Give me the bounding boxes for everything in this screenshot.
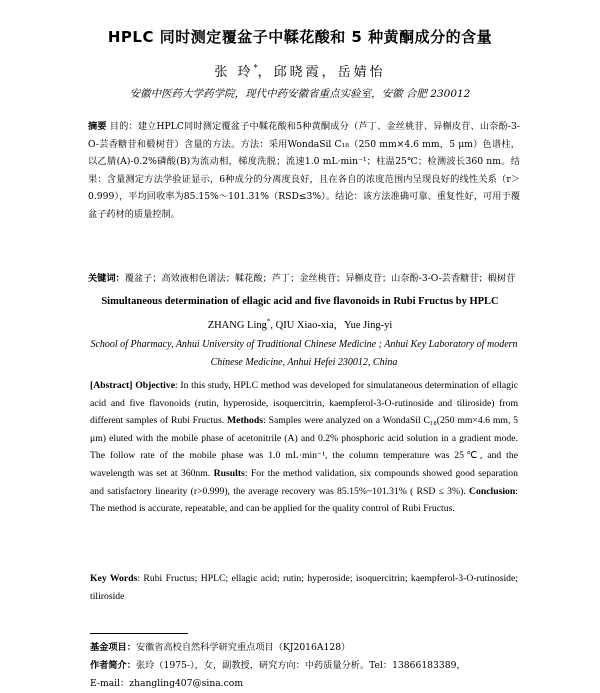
english-abstract-label: [Abstract] Objective	[90, 380, 176, 391]
footnote-divider	[90, 633, 188, 634]
english-affiliation: School of Pharmacy, Anhui University of Traditional Chinese Medicine ; Anhui Key Laboratory of modern Chinese Medicine, Anhui Hefei 230012, China	[90, 339, 518, 368]
english-keywords-label: Key Words	[90, 573, 138, 584]
fund-label: 基金项目：	[90, 642, 136, 653]
author-bio-text: 张玲（1975-），女，副教授，研究方向：中药质量分析。Tel：13866183389，	[135, 660, 466, 671]
english-other-authors: , QIU Xiao-xia，Yue Jing-yi	[270, 320, 393, 331]
english-objective-text: : In this study, HPLC method was developed for simulataneous determination of ellagic acid and five flavonoids (rutin, hyperoside, isoquercitrin, kaempferol-3-O-rutinoside and tiliroside) from different samples of Rubi Fructus.	[90, 380, 518, 427]
footnote-author	[90, 657, 530, 675]
corresponding-mark: *	[253, 63, 258, 73]
chinese-keywords-label: 关键词：	[88, 273, 125, 284]
chinese-abstract-label: 摘要	[88, 121, 107, 132]
footnote-fund	[90, 639, 530, 657]
english-title: Simultaneous determination of ellagic acid and five flavonoids in Rubi Fructus by HPLC	[101, 296, 499, 307]
english-methods-label: Methods	[227, 415, 264, 427]
chinese-authors	[0, 61, 600, 80]
english-results-text: : For the method validation, six compounds showed good separation and satisfactory linearity (r>0.999), the average recovery was 85.15%~101.31% ( RSD ≤ 3%).	[90, 467, 518, 497]
english-corresponding-mark: *	[266, 317, 271, 326]
chinese-abstract	[88, 118, 520, 223]
chinese-affiliation: 安徽中医药大学药学院，现代中药安徽省重点实验室，安徽 合肥 230012	[129, 88, 471, 100]
footnote-email: E-mail：zhangling407@sina.com	[90, 678, 244, 689]
chinese-title: HPLC 同时测定覆盆子中鞣花酸和 5 种黄酮成分的含量	[107, 28, 493, 46]
english-keywords	[90, 570, 518, 605]
chinese-abstract-text: 目的：建立HPLC同时测定覆盆子中鞣花酸和5种黄酮成分（芦丁、金丝桃苷、异槲皮苷、山奈酚-3-O-芸香糖苷和椴树苷）含量的方法。方法：采用WondaSil C₁₈（250 mm×4.6 mm，5 μm）色谱柱，以乙腈(A)-0.2%磷酸(B)为流动相，梯度洗脱；流速1.0 mL·min⁻¹；柱温25℃；检测波长360 nm。结果：含量测定方法学验证显示，6种成分的分离度良好，且在各自的浓度范围内呈现良好的线性关系（r＞0.999），平均回收率为85.15%～101.31%（RSD≤3%）。结论：该方法准确可靠、重复性好，可用于覆盆子药材的质量控制。	[88, 121, 520, 220]
chinese-keywords	[88, 270, 520, 288]
chinese-keywords-text: 覆盆子；高效液相色谱法；鞣花酸；芦丁；金丝桃苷；异槲皮苷；山奈酚-3-O-芸香糖苷；椴树苷	[124, 273, 516, 284]
english-first-author: ZHANG Ling	[207, 320, 267, 331]
chinese-first-author: 张 玲	[214, 65, 254, 80]
english-keywords-text: : Rubi Fructus; HPLC; ellagic acid; rutin; hyperoside; isoquercitrin; kaempferol-3-O-rutinoside; tiliroside	[90, 573, 518, 602]
english-conclusion-label: Conclusion	[468, 485, 516, 497]
english-results-label: Rusults	[213, 467, 245, 479]
chinese-other-authors: ，邱晓霞，岳婧怡	[257, 65, 386, 80]
english-methods-text: : Samples were analyzed on a WondaSil C₁₈(250 mm×4.6 mm, 5 μm) eluted with the mobile phase of acetonitrile (A) and 0.2% phosphoric acid solution in a gradient mode. The follow rate of the mobile phase was 1.0 mL·min⁻¹, the column temperature was 25℃, and the wavelength was set at 360nm.	[90, 415, 518, 479]
english-conclusion-text: : The method is accurate, repeatable, and can be applied for the quality control of Rubi Fructus.	[90, 485, 518, 515]
fund-text: 安徽省高校自然科学研究重点项目（KJ2016A128）	[135, 642, 351, 653]
author-bio-label: 作者简介：	[90, 660, 136, 671]
english-abstract	[90, 377, 518, 518]
english-authors	[0, 317, 600, 332]
